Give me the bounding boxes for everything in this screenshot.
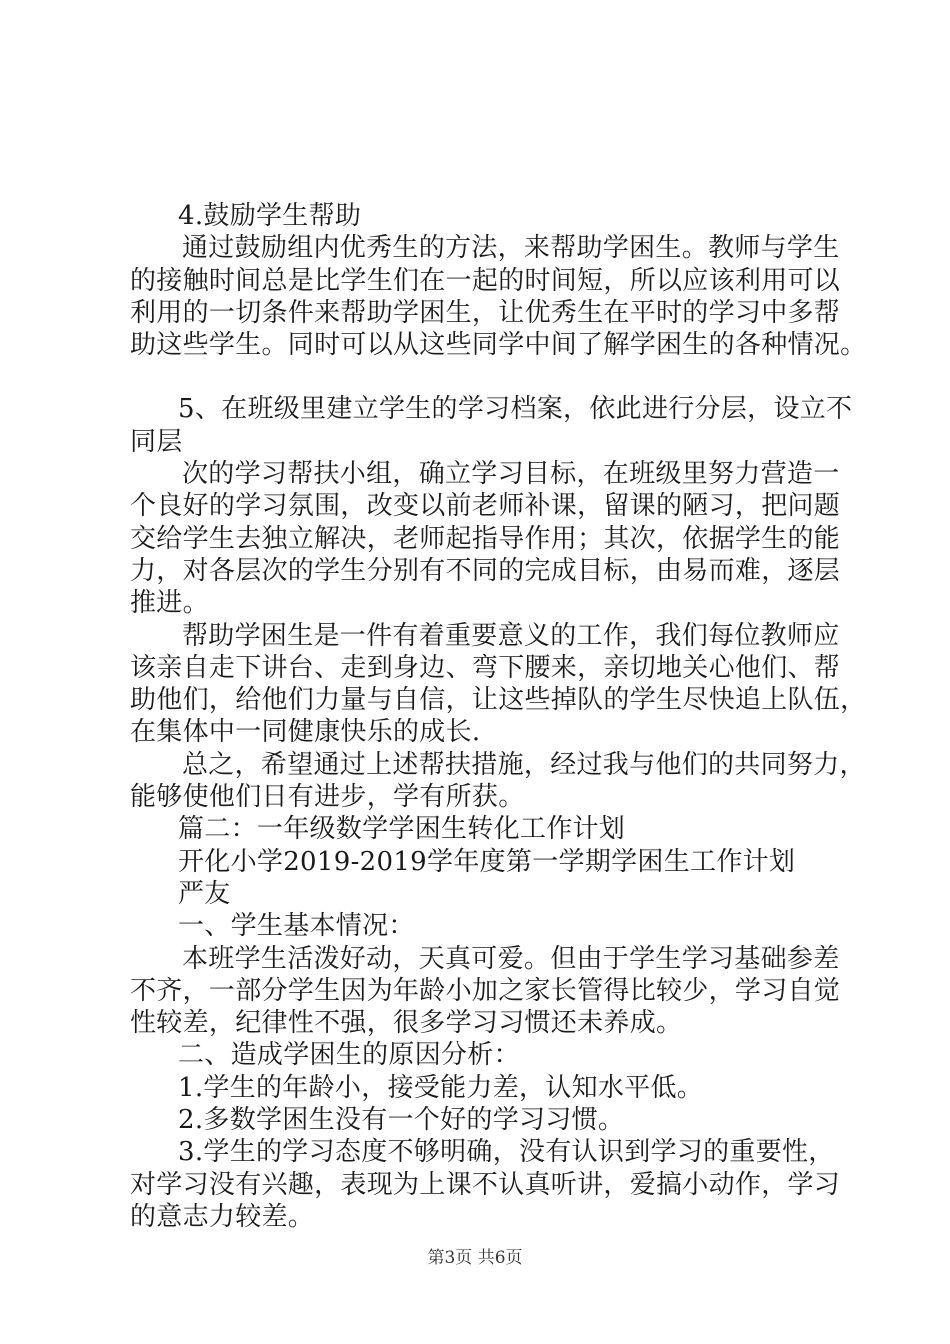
paragraph-line: 利用的一切条件来帮助学困生，让优秀生在平时的学习中多帮 — [130, 297, 841, 328]
paragraph-line: 助这些学生。同时可以从这些同学中间了解学困生的各种情况。 — [130, 330, 867, 361]
paragraph-line: 本班学生活泼好动，天真可爱。但由于学生学习基础参差 — [182, 943, 840, 974]
paragraph-line: 帮助学困生是一件有着重要意义的工作，我们每位教师应 — [182, 620, 840, 651]
paragraph-line: 个良好的学习氛围，改变以前老师补课，留课的陋习，把问题 — [130, 491, 841, 522]
document-title: 开化小学2019-2019学年度第一学期学困生工作计划 — [178, 846, 796, 877]
paragraph-line: 总之，希望通过上述帮扶措施，经过我与他们的共同努力， — [182, 749, 866, 780]
page-footer: 第3页 共6页 — [427, 1248, 523, 1268]
author-name: 严友 — [178, 878, 231, 909]
list-item: 2.多数学困生没有一个好的学习习惯。 — [178, 1105, 625, 1136]
paragraph-line: 性较差，纪律性不强，很多学习习惯还未养成。 — [130, 1008, 683, 1039]
paragraph-line: 能够使他们日有进步，学有所获。 — [130, 782, 525, 813]
paragraph-line: 在集体中一同健康快乐的成长. — [130, 717, 481, 748]
paragraph-line: 的意志力较差。 — [130, 1201, 315, 1232]
paragraph-line: 该亲自走下讲台、走到身边、弯下腰来，亲切地关心他们、帮 — [130, 652, 841, 683]
paragraph-line: 力，对各层次的学生分别有不同的完成目标，由易而难，逐层 — [130, 555, 841, 586]
paragraph-line: 4.鼓励学生帮助 — [178, 201, 362, 231]
paragraph-line: 不齐，一部分学生因为年龄小加之家长管得比较少，学习自觉 — [130, 975, 841, 1006]
paragraph-line: 5、在班级里建立学生的学习档案，依此进行分层，设立不 — [178, 394, 853, 425]
section-heading: 二、造成学困生的原因分析： — [178, 1040, 520, 1071]
paragraph-line: 助他们，给他们力量与自信，让这些掉队的学生尽快追上队伍， — [130, 685, 867, 716]
list-item: 3.学生的学习态度不够明确，没有认识到学习的重要性， — [178, 1137, 835, 1168]
paragraph-line: 通过鼓励组内优秀生的方法，来帮助学困生。教师与学生 — [182, 233, 840, 264]
section-heading: 篇二：一年级数学学困生转化工作计划 — [178, 814, 626, 845]
document-body — [130, 200, 867, 1233]
paragraph-line: 的接触时间总是比学生们在一起的时间短，所以应该利用可以 — [130, 265, 841, 296]
section-heading: 一、学生基本情况： — [178, 911, 415, 942]
paragraph-line: 次的学习帮扶小组，确立学习目标，在班级里努力营造一 — [182, 459, 840, 490]
paragraph-gap — [130, 361, 850, 393]
paragraph-line: 交给学生去独立解决，老师起指导作用；其次，依据学生的能 — [130, 523, 841, 554]
paragraph-line: 同层 — [130, 426, 183, 457]
paragraph-line: 对学习没有兴趣，表现为上课不认真听讲，爱搞小动作，学习 — [130, 1169, 841, 1200]
list-item: 1.学生的年龄小，接受能力差，认知水平低。 — [178, 1072, 704, 1103]
paragraph-line: 推进。 — [130, 588, 209, 619]
